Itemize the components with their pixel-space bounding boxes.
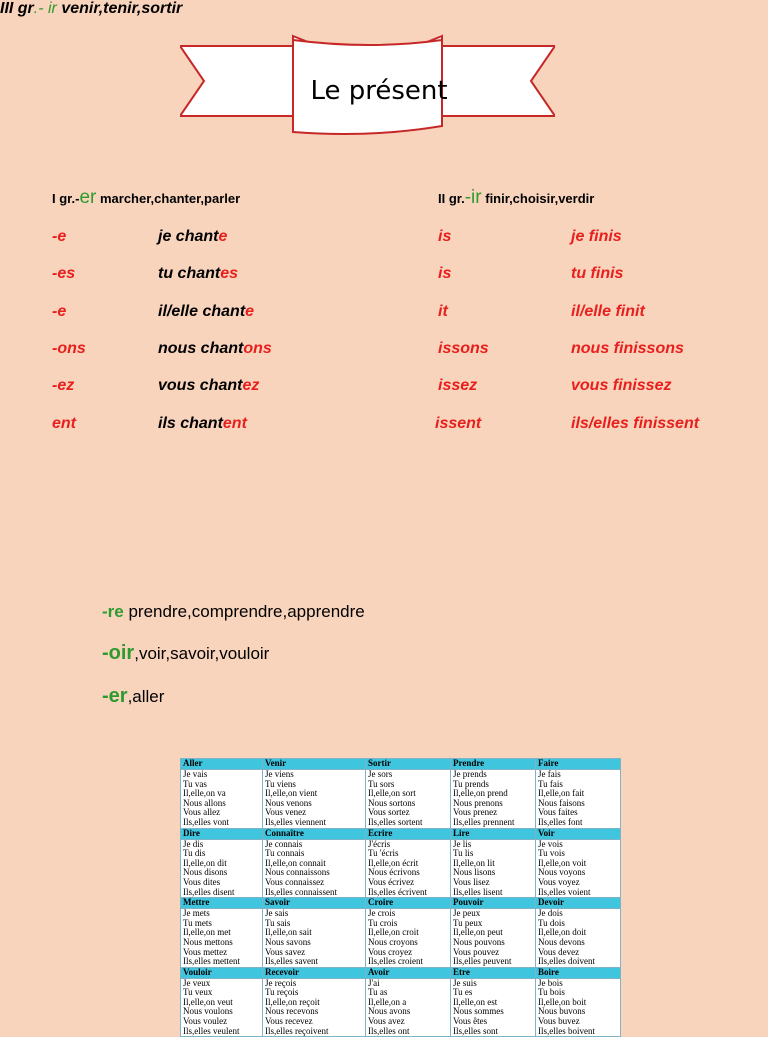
verb-form-line: Il,elle,on peut xyxy=(453,927,503,938)
group2-header xyxy=(438,187,594,209)
verb-form-line: Il,elle,on veut xyxy=(183,996,233,1007)
verb-form-line: Ils,elles reçoivent xyxy=(265,1025,329,1036)
verb-forms-row xyxy=(181,978,621,1037)
group2-form: tu finis xyxy=(571,265,624,282)
verb-form-line: Nous venons xyxy=(265,797,312,808)
verb-form-line: Ils,elles doivent xyxy=(538,956,595,967)
group3-examples: ,voir,savoir,vouloir xyxy=(134,644,270,663)
verb-form-line: Il,elle,on doit xyxy=(538,927,587,938)
verb-name: Connaître xyxy=(263,828,366,839)
verb-form-line: Vous pouvez xyxy=(453,946,500,957)
group2-form: je finis xyxy=(571,228,622,245)
verb-form-line: Vous connaissez xyxy=(265,876,325,887)
verb-form-line: Tu lis xyxy=(453,848,474,859)
form-stem: nous chant xyxy=(158,340,244,357)
verb-form-line: Tu viens xyxy=(265,778,296,789)
group1-examples: marcher,chanter,parler xyxy=(96,191,241,206)
verb-name: Ecrire xyxy=(366,828,451,839)
verb-form-line: Ils,elles peuvent xyxy=(453,956,512,967)
verb-form-line: Je fais xyxy=(538,769,561,779)
verb-forms xyxy=(451,978,536,1037)
verb-form-line: Tu reçois xyxy=(265,987,299,998)
verb-form-line: Vous voulez xyxy=(183,1016,228,1027)
verb-form-line: Vous écrivez xyxy=(368,876,415,887)
group1-ending: -ons xyxy=(52,340,86,357)
verb-form-line: Nous savons xyxy=(265,936,311,947)
verb-form-line: Vous recevez xyxy=(265,1016,313,1027)
verb-form-line: Ils,elles viennent xyxy=(265,816,326,827)
verb-header-row xyxy=(181,898,621,909)
verb-form-line: Nous voyons xyxy=(538,867,586,878)
group1-form xyxy=(158,377,259,395)
verb-form-line: Je dis xyxy=(183,839,204,849)
group2-examples: finir,choisir,verdir xyxy=(481,191,595,206)
verb-form-line: Nous buvons xyxy=(538,1006,586,1017)
group2-ending: issez xyxy=(438,377,478,394)
verb-form-line: Il,elle,on est xyxy=(453,996,498,1007)
verb-form-line: Je mets xyxy=(183,908,210,919)
verb-forms xyxy=(263,978,366,1037)
verb-forms xyxy=(366,909,451,968)
verb-form-line: Il,elle,on connait xyxy=(265,857,326,868)
verb-forms-row xyxy=(181,770,621,829)
verb-form-line: Je dois xyxy=(538,908,563,919)
verb-form-line: Vous faites xyxy=(538,807,578,818)
verb-form-line: Vous voyez xyxy=(538,876,580,887)
group1-ending: -e xyxy=(52,303,67,320)
verb-form-line: Nous avons xyxy=(368,1006,411,1017)
verb-form-line: Vous dites xyxy=(183,876,221,887)
verb-form-line: Vous sortez xyxy=(368,807,410,818)
verb-form-line: Vous buvez xyxy=(538,1016,580,1027)
group3-line-re xyxy=(102,602,365,622)
group2-ending: is xyxy=(438,228,452,245)
verb-form-line: Il,elle,on lit xyxy=(453,857,495,868)
form-ending: es xyxy=(220,265,239,282)
verb-form-line: Il,elle,on reçoit xyxy=(265,996,320,1007)
group2-ending: is xyxy=(438,265,452,282)
verb-form-line: Je vois xyxy=(538,839,563,849)
verb-forms-row xyxy=(181,839,621,898)
verb-form-line: Tu bois xyxy=(538,987,565,998)
verb-form-line: Vous devez xyxy=(538,946,580,957)
verb-header-row xyxy=(181,967,621,978)
verb-form-line: Ils,elles sortent xyxy=(368,816,423,827)
verb-form-line: Ils,elles ont xyxy=(368,1025,410,1036)
verb-form-line: Il,elle,on dit xyxy=(183,857,227,868)
verb-header-row xyxy=(181,828,621,839)
verb-form-line: Tu sors xyxy=(368,778,395,789)
group1-ending: -ez xyxy=(52,377,75,394)
group1-form xyxy=(158,415,247,433)
verb-form-line: Je sais xyxy=(265,908,289,919)
group3-line-er xyxy=(102,685,164,708)
verb-form-line: Nous recevons xyxy=(265,1006,319,1017)
group1-label: I gr.- xyxy=(52,191,80,206)
verb-forms xyxy=(181,978,263,1037)
verb-form-line: Vous croyez xyxy=(368,946,413,957)
verb-form-line: Tu sais xyxy=(265,917,291,928)
verb-form-line: Il,elle,on vient xyxy=(265,788,318,799)
form-stem: il/elle chant xyxy=(158,303,246,320)
verb-form-line: Tu dis xyxy=(183,848,206,859)
group1-ending: -es xyxy=(52,265,76,282)
group2-ending: issons xyxy=(438,340,489,357)
verb-name: Avoir xyxy=(366,967,451,978)
group1-header xyxy=(52,187,240,209)
verb-name: Croire xyxy=(366,898,451,909)
verb-form-line: Il,elle,on sait xyxy=(265,927,312,938)
verb-form-line: Nous devons xyxy=(538,936,585,947)
verb-form-line: Ils,elles vont xyxy=(183,816,229,827)
verb-form-line: Nous sommes xyxy=(453,1006,504,1017)
verb-form-line: Il,elle,on met xyxy=(183,927,231,938)
irregular-verbs-table xyxy=(180,758,621,1037)
verb-form-line: Tu crois xyxy=(368,917,398,928)
verb-header-row xyxy=(181,759,621,770)
verb-forms xyxy=(536,909,621,968)
group1-ending: ent xyxy=(52,415,76,432)
verb-name: Etre xyxy=(451,967,536,978)
verb-form-line: Tu dois xyxy=(538,917,565,928)
verb-form-line: Tu connais xyxy=(265,848,305,859)
verb-name: Pouvoir xyxy=(451,898,536,909)
verb-name: Vouloir xyxy=(181,967,263,978)
verb-form-line: Ils,elles mettent xyxy=(183,956,240,967)
group2-suffix: -ir xyxy=(464,187,482,208)
verb-form-line: Ils,elles prennent xyxy=(453,816,515,827)
verb-forms-row xyxy=(181,909,621,968)
verb-form-line: Nous faisons xyxy=(538,797,585,808)
verb-form-line: Ils,elles croient xyxy=(368,956,423,967)
verb-name: Faire xyxy=(536,759,621,770)
group2-ending: it xyxy=(438,303,448,320)
verb-form-line: Tu mets xyxy=(183,917,212,928)
verb-form-line: Je connais xyxy=(265,839,303,849)
verb-form-line: Il,elle,on fait xyxy=(538,788,585,799)
group1-form xyxy=(158,265,238,283)
verb-forms xyxy=(536,770,621,829)
form-stem: je chant xyxy=(158,228,219,245)
verb-form-line: Tu peux xyxy=(453,917,483,928)
verb-form-line: Je crois xyxy=(368,908,396,919)
verb-name: Aller xyxy=(181,759,263,770)
verb-forms xyxy=(181,770,263,829)
verb-form-line: Tu prends xyxy=(453,778,489,789)
verb-form-line: Tu es xyxy=(453,987,473,998)
verb-forms xyxy=(451,909,536,968)
group3-suffix: -re xyxy=(102,602,124,621)
group1-suffix: er xyxy=(79,187,97,208)
verb-name: Devoir xyxy=(536,898,621,909)
form-stem: vous chant xyxy=(158,377,243,394)
verb-form-line: Il,elle,on a xyxy=(368,996,407,1007)
verb-form-line: Il,elle,on voit xyxy=(538,857,587,868)
group3-examples: ,aller xyxy=(127,687,165,706)
verb-form-line: Ils,elles veulent xyxy=(183,1025,240,1036)
verb-form-line: Nous allons xyxy=(183,797,226,808)
verb-form-line: Il,elle,on prend xyxy=(453,788,508,799)
verb-name: Recevoir xyxy=(263,967,366,978)
verb-form-line: Tu 'écris xyxy=(368,848,399,859)
verb-form-line: Tu as xyxy=(368,987,388,998)
verb-forms xyxy=(181,909,263,968)
verb-name: Prendre xyxy=(451,759,536,770)
verb-form-line: Tu fais xyxy=(538,778,563,789)
verb-forms xyxy=(263,909,366,968)
verb-form-line: Vous êtes xyxy=(453,1016,488,1027)
verb-form-line: Je lis xyxy=(453,839,472,849)
verb-form-line: Il,elle,on va xyxy=(183,788,226,799)
verb-forms xyxy=(536,839,621,898)
verb-form-line: Je suis xyxy=(453,978,477,988)
verb-form-line: Ils,elles disent xyxy=(183,886,235,897)
verb-name: Voir xyxy=(536,828,621,839)
group3-suffix: -oir xyxy=(102,642,135,664)
verb-form-line: Tu veux xyxy=(183,987,213,998)
group2-ending: issent xyxy=(435,415,482,432)
form-stem: tu chant xyxy=(158,265,221,282)
verb-form-line: Nous croyons xyxy=(368,936,418,947)
verb-form-line: Je vais xyxy=(183,769,208,779)
form-ending: ons xyxy=(243,340,272,357)
verb-forms xyxy=(451,770,536,829)
verb-form-line: Ils,elles connaissent xyxy=(265,886,337,897)
verb-name: Lire xyxy=(451,828,536,839)
verb-form-line: Ils,elles boivent xyxy=(538,1025,595,1036)
verb-forms xyxy=(263,770,366,829)
verb-form-line: Nous disons xyxy=(183,867,228,878)
group1-form xyxy=(158,303,254,321)
verb-form-line: Vous venez xyxy=(265,807,307,818)
page-title: Le présent xyxy=(310,76,448,106)
group1-form xyxy=(158,340,272,358)
group2-form: vous finissez xyxy=(571,377,672,394)
group2-label: II gr. xyxy=(438,191,465,206)
verb-form-line: Nous lisons xyxy=(453,867,496,878)
form-ending: e xyxy=(245,303,255,320)
verb-form-line: Nous pouvons xyxy=(453,936,505,947)
verb-form-line: Je reçois xyxy=(265,978,297,988)
verb-form-line: Il,elle,on croit xyxy=(368,927,419,938)
verb-name: Sortir xyxy=(366,759,451,770)
verb-form-line: Vous savez xyxy=(265,946,306,957)
verb-form-line: Nous sortons xyxy=(368,797,416,808)
verb-form-line: J'ai xyxy=(368,978,380,988)
verb-form-line: Je sors xyxy=(368,769,393,779)
verb-name: Mettre xyxy=(181,898,263,909)
verb-form-line: Ils,elles écrivent xyxy=(368,886,427,897)
verb-form-line: Ils,elles savent xyxy=(265,956,318,967)
verb-forms xyxy=(536,978,621,1037)
verb-forms xyxy=(366,839,451,898)
verb-forms xyxy=(451,839,536,898)
group3-label: III gr xyxy=(0,0,34,17)
verb-form-line: Ils,elles voient xyxy=(538,886,591,897)
verb-form-line: Vous allez xyxy=(183,807,221,818)
verb-form-line: Nous écrivons xyxy=(368,867,420,878)
verb-form-line: Ils,elles lisent xyxy=(453,886,503,897)
form-stem: ils chant xyxy=(158,415,223,432)
group3-line-oir xyxy=(102,642,269,665)
verb-form-line: Nous prenons xyxy=(453,797,503,808)
group3-ir-suffix: ir xyxy=(48,0,57,17)
verb-form-line: Nous mettons xyxy=(183,936,233,947)
verb-form-line: Je viens xyxy=(265,769,294,779)
verb-form-line: Tu vois xyxy=(538,848,565,859)
group3-examples: prendre,comprendre,apprendre xyxy=(123,602,365,621)
verb-forms xyxy=(181,839,263,898)
verb-form-line: Je peux xyxy=(453,908,481,919)
group3-header xyxy=(0,0,768,18)
form-ending: e xyxy=(218,228,228,245)
form-ending: ent xyxy=(222,415,247,432)
verb-forms xyxy=(366,978,451,1037)
verb-name: Dire xyxy=(181,828,263,839)
group1-form xyxy=(158,228,227,246)
verb-form-line: Vous avez xyxy=(368,1016,405,1027)
verb-name: Savoir xyxy=(263,898,366,909)
verb-form-line: Il,elle,on boit xyxy=(538,996,587,1007)
group3-ir-examples: venir,tenir,sortir xyxy=(56,0,183,17)
group2-form: ils/elles finissent xyxy=(571,415,700,432)
group3-suffix: -er xyxy=(102,685,128,707)
group2-form: il/elle finit xyxy=(571,303,645,320)
verb-form-line: Nous connaissons xyxy=(265,867,330,878)
verb-form-line: Vous mettez xyxy=(183,946,228,957)
verb-form-line: Vous prenez xyxy=(453,807,498,818)
verb-form-line: Je bois xyxy=(538,978,563,988)
verb-form-line: Je prends xyxy=(453,769,487,779)
verb-name: Boire xyxy=(536,967,621,978)
form-ending: ez xyxy=(242,377,260,394)
group2-form: nous finissons xyxy=(571,340,684,357)
verb-form-line: Ils,elles sont xyxy=(453,1025,498,1036)
verb-form-line: Tu vas xyxy=(183,778,207,789)
verb-forms xyxy=(263,839,366,898)
verb-form-line: J'écris xyxy=(368,839,391,849)
verb-form-line: Vous lisez xyxy=(453,876,490,887)
verb-name: Venir xyxy=(263,759,366,770)
verb-form-line: Il,elle,on écrit xyxy=(368,857,419,868)
verb-form-line: Nous voulons xyxy=(183,1006,233,1017)
verb-forms xyxy=(366,770,451,829)
verb-form-line: Je veux xyxy=(183,978,211,988)
verb-form-line: Ils,elles font xyxy=(538,816,583,827)
group1-ending: -e xyxy=(52,228,67,245)
verb-form-line: Il,elle,on sort xyxy=(368,788,416,799)
group3-dash: .- xyxy=(33,0,48,17)
